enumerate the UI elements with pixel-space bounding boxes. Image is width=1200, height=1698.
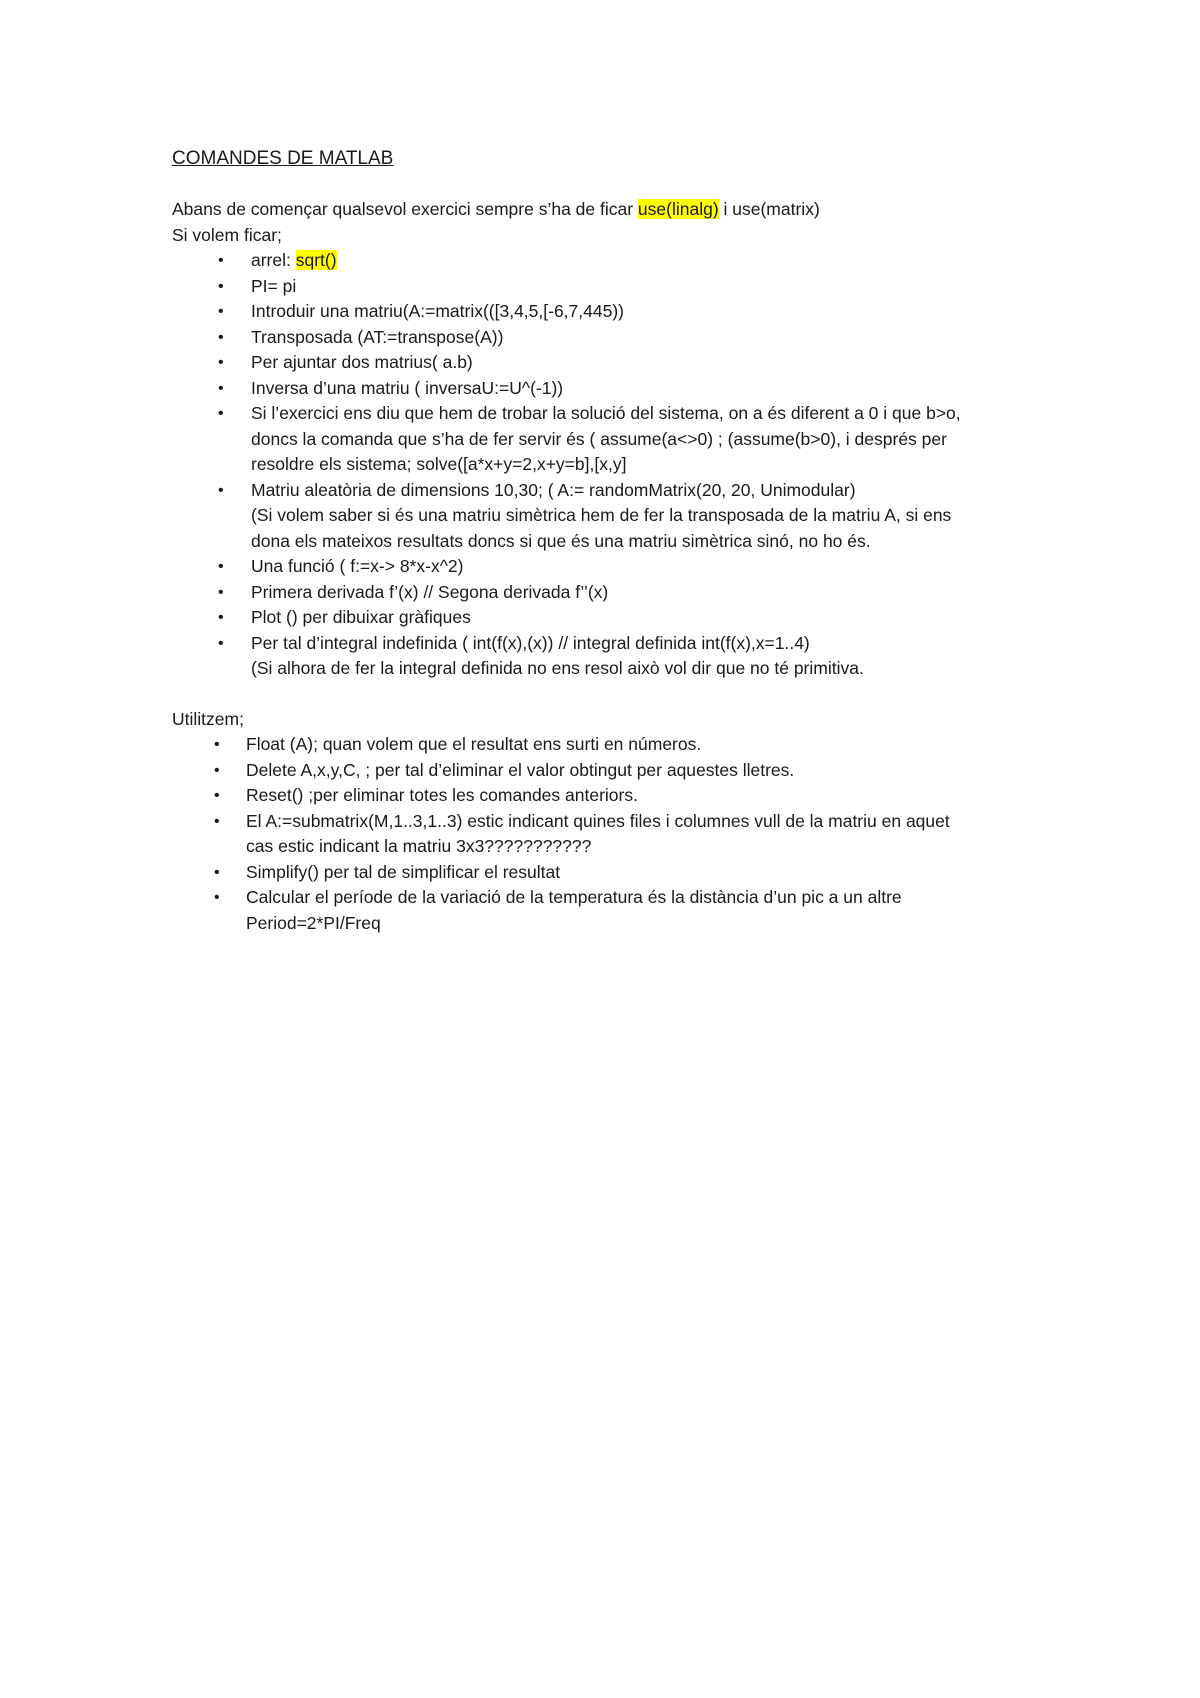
list-item-integral (172, 631, 1072, 682)
bullet-icon: • (214, 736, 220, 753)
list-item-line: Per tal d’integral indefinida ( int(f(x),(x)) // integral definida int(f(x),x=1..4) (251, 632, 810, 653)
bullet-icon: • (218, 481, 224, 499)
list-item-text: Per ajuntar dos matrius( a.b) (251, 352, 473, 372)
list-item-system (172, 401, 1072, 478)
list-item-text: Primera derivada f’(x) // Segona derivada f’’(x) (251, 581, 609, 602)
list-item-text: Una funció ( f:=x-> 8*x-x^2) (251, 556, 464, 576)
list-item-text: Introduir una matriu(A:=matrix(([3,4,5,[-6,7,445)) (251, 301, 624, 321)
bullet-icon: • (218, 379, 224, 397)
list-item-period (172, 885, 1072, 936)
highlight-sqrt: sqrt() (295, 250, 337, 270)
list-item-function (172, 554, 1072, 580)
intro-line-2: Si volem ficar; (172, 224, 282, 245)
intro-text-after: i use(matrix) (718, 199, 820, 219)
list-item-text: Reset() ;per eliminar totes les comandes anteriors. (246, 785, 638, 805)
bullet-icon: • (218, 252, 224, 269)
list-item-float (172, 732, 1072, 758)
list-item-line: cas estic indicant la matriu 3x3??????????? (246, 836, 592, 856)
bullet-icon: • (218, 583, 224, 601)
list-item-text: Simplify() per tal de simplificar el resultat (246, 861, 561, 882)
list-item-delete (172, 758, 1072, 784)
bullet-icon: • (218, 277, 224, 295)
list-item-text: Float (A); quan volem que el resultat ens surti en números. (246, 734, 702, 754)
list-item-text: Transposada (AT:=transpose(A)) (251, 326, 504, 347)
list-item-text: arrel: (251, 250, 296, 270)
list-item-inverse (172, 376, 1072, 402)
list-item-text: Plot () per dibuixar gràfiques (251, 607, 471, 627)
bullet-icon: • (218, 354, 224, 371)
list-item-transpose (172, 325, 1072, 351)
list-item-simplify (172, 860, 1072, 886)
bullet-icon: • (214, 889, 220, 906)
list-item-matrix (172, 299, 1072, 325)
list-item-pi (172, 274, 1072, 300)
bullet-icon: • (214, 761, 220, 779)
list-item-random-matrix (172, 478, 1072, 555)
list-item-text: Delete A,x,y,C, ; per tal d’eliminar el valor obtingut per aquestes lletres. (246, 759, 795, 780)
commands-list (172, 248, 1072, 682)
list-item-text: Inversa d’una matriu ( inversaU:=U^(-1)) (251, 377, 564, 398)
list-item-line: Si l’exercici ens diu que hem de trobar la solució del sistema, on a és diferent a 0 i que b>o, (251, 403, 961, 423)
list-item-derivative (172, 580, 1072, 606)
list-item-arrel (172, 248, 1072, 274)
bullet-icon: • (218, 609, 224, 626)
intro-line-1 (172, 197, 1072, 223)
list-item-line: Period=2*PI/Freq (246, 912, 381, 933)
highlight-use-linalg: use(linalg) (637, 199, 719, 219)
list-item-line: El A:=submatrix(M,1..3,1..3) estic indicant quines files i columnes vull de la matriu en aquet (246, 810, 950, 831)
list-item-line: Calcular el període de la variació de la temperatura és la distància d’un pic a un altre (246, 887, 902, 907)
list-item-plot (172, 605, 1072, 631)
intro-text-before: Abans de començar qualsevol exercici sempre s’ha de ficar (172, 199, 638, 219)
bullet-icon: • (214, 863, 220, 881)
bullet-icon: • (214, 787, 220, 804)
bullet-icon: • (218, 634, 224, 652)
list-item-line: (Si alhora de fer la integral definida no ens resol això vol dir que no té primitiva. (251, 658, 864, 678)
list-item-line: resoldre els sistema; solve([a*x+y=2,x+y=b],[x,y] (251, 454, 627, 474)
list-item-submatrix (172, 809, 1072, 860)
list-item-line: Matriu aleatòria de dimensions 10,30; ( A:= randomMatrix(20, 20, Unimodular) (251, 479, 856, 500)
list-item-line: doncs la comanda que s’ha de fer servir és ( assume(a<>0) ; (assume(b>0), i després per (251, 428, 947, 449)
bullet-icon: • (218, 303, 224, 320)
list-item-reset (172, 783, 1072, 809)
document-content (172, 146, 1072, 936)
bullet-icon: • (218, 328, 224, 346)
section-gap (172, 682, 1072, 707)
list-item-text: PI= pi (251, 275, 297, 296)
list-item-join (172, 350, 1072, 376)
bullet-icon: • (218, 558, 224, 575)
list-item-line: dona els mateixos resultats doncs si que és una matriu simètrica sinó, no ho és. (251, 530, 871, 551)
utilities-list (172, 732, 1072, 936)
page-title: COMANDES DE MATLAB (172, 148, 394, 169)
bullet-icon: • (218, 405, 224, 422)
bullet-icon: • (214, 812, 220, 830)
section-2-label: Utilitzem; (172, 708, 244, 729)
list-item-line: (Si volem saber si és una matriu simètrica hem de fer la transposada de la matriu A, si ens (251, 505, 952, 525)
